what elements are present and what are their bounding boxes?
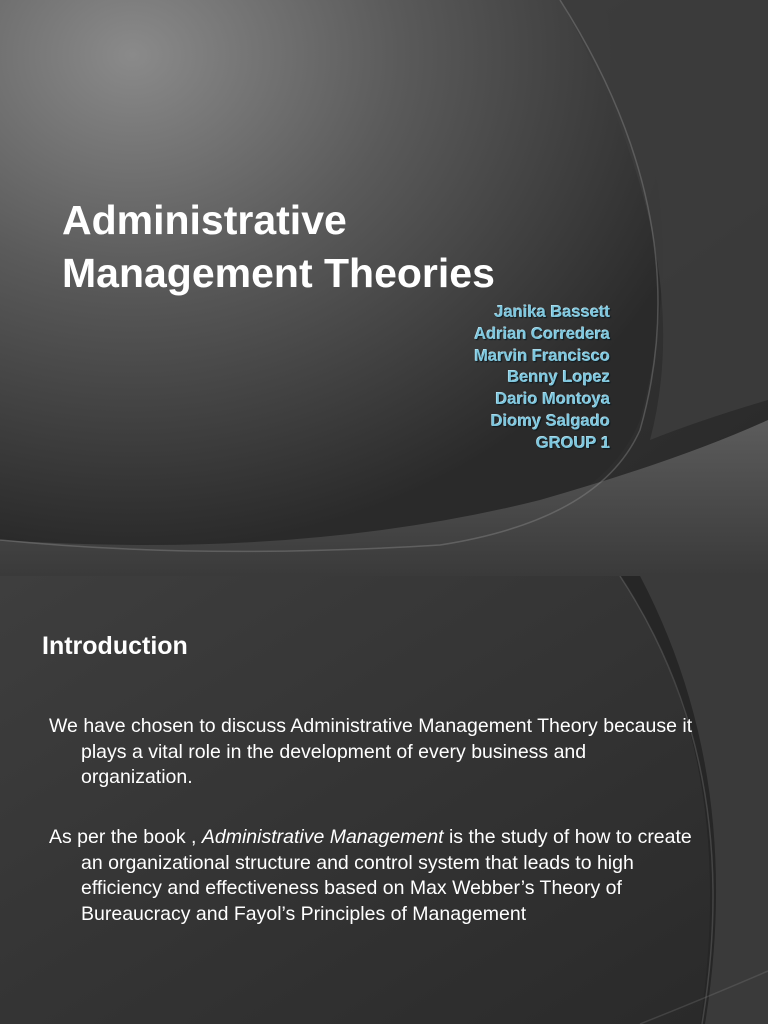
author-name: Janika Bassett xyxy=(494,303,610,321)
author-list xyxy=(474,302,610,455)
intro-paragraph-2 xyxy=(49,825,701,927)
author-name: Dario Montoya xyxy=(495,390,610,409)
paragraph-2-suffix: is the study of how to create an organizational structure and control system that leads to high efficiency and effectiveness based on Max Webber’s Theory of Bureaucracy and Fayol’s Principles of Management xyxy=(81,826,692,925)
intro-paragraph-1: We have chosen to discuss Administrative Management Theory because it plays a vital role in the development of every business and organization. xyxy=(49,715,693,788)
title-line-2: Management Theories xyxy=(62,250,495,296)
author-name: Marvin Francisco xyxy=(474,346,610,365)
introduction-heading: Introduction xyxy=(42,632,188,660)
author-name: Benny Lopez xyxy=(507,368,610,387)
group-label: GROUP 1 xyxy=(536,433,610,452)
introduction-slide xyxy=(0,576,768,1024)
author-name: Adrian Corredera xyxy=(474,324,610,343)
book-title: Administrative Management xyxy=(201,826,444,848)
author-name: Diomy Salgado xyxy=(490,411,610,430)
presentation-title xyxy=(62,194,495,300)
paragraph-2-prefix: As per the book , xyxy=(49,826,202,848)
title-line-1: Administrative xyxy=(62,197,347,243)
